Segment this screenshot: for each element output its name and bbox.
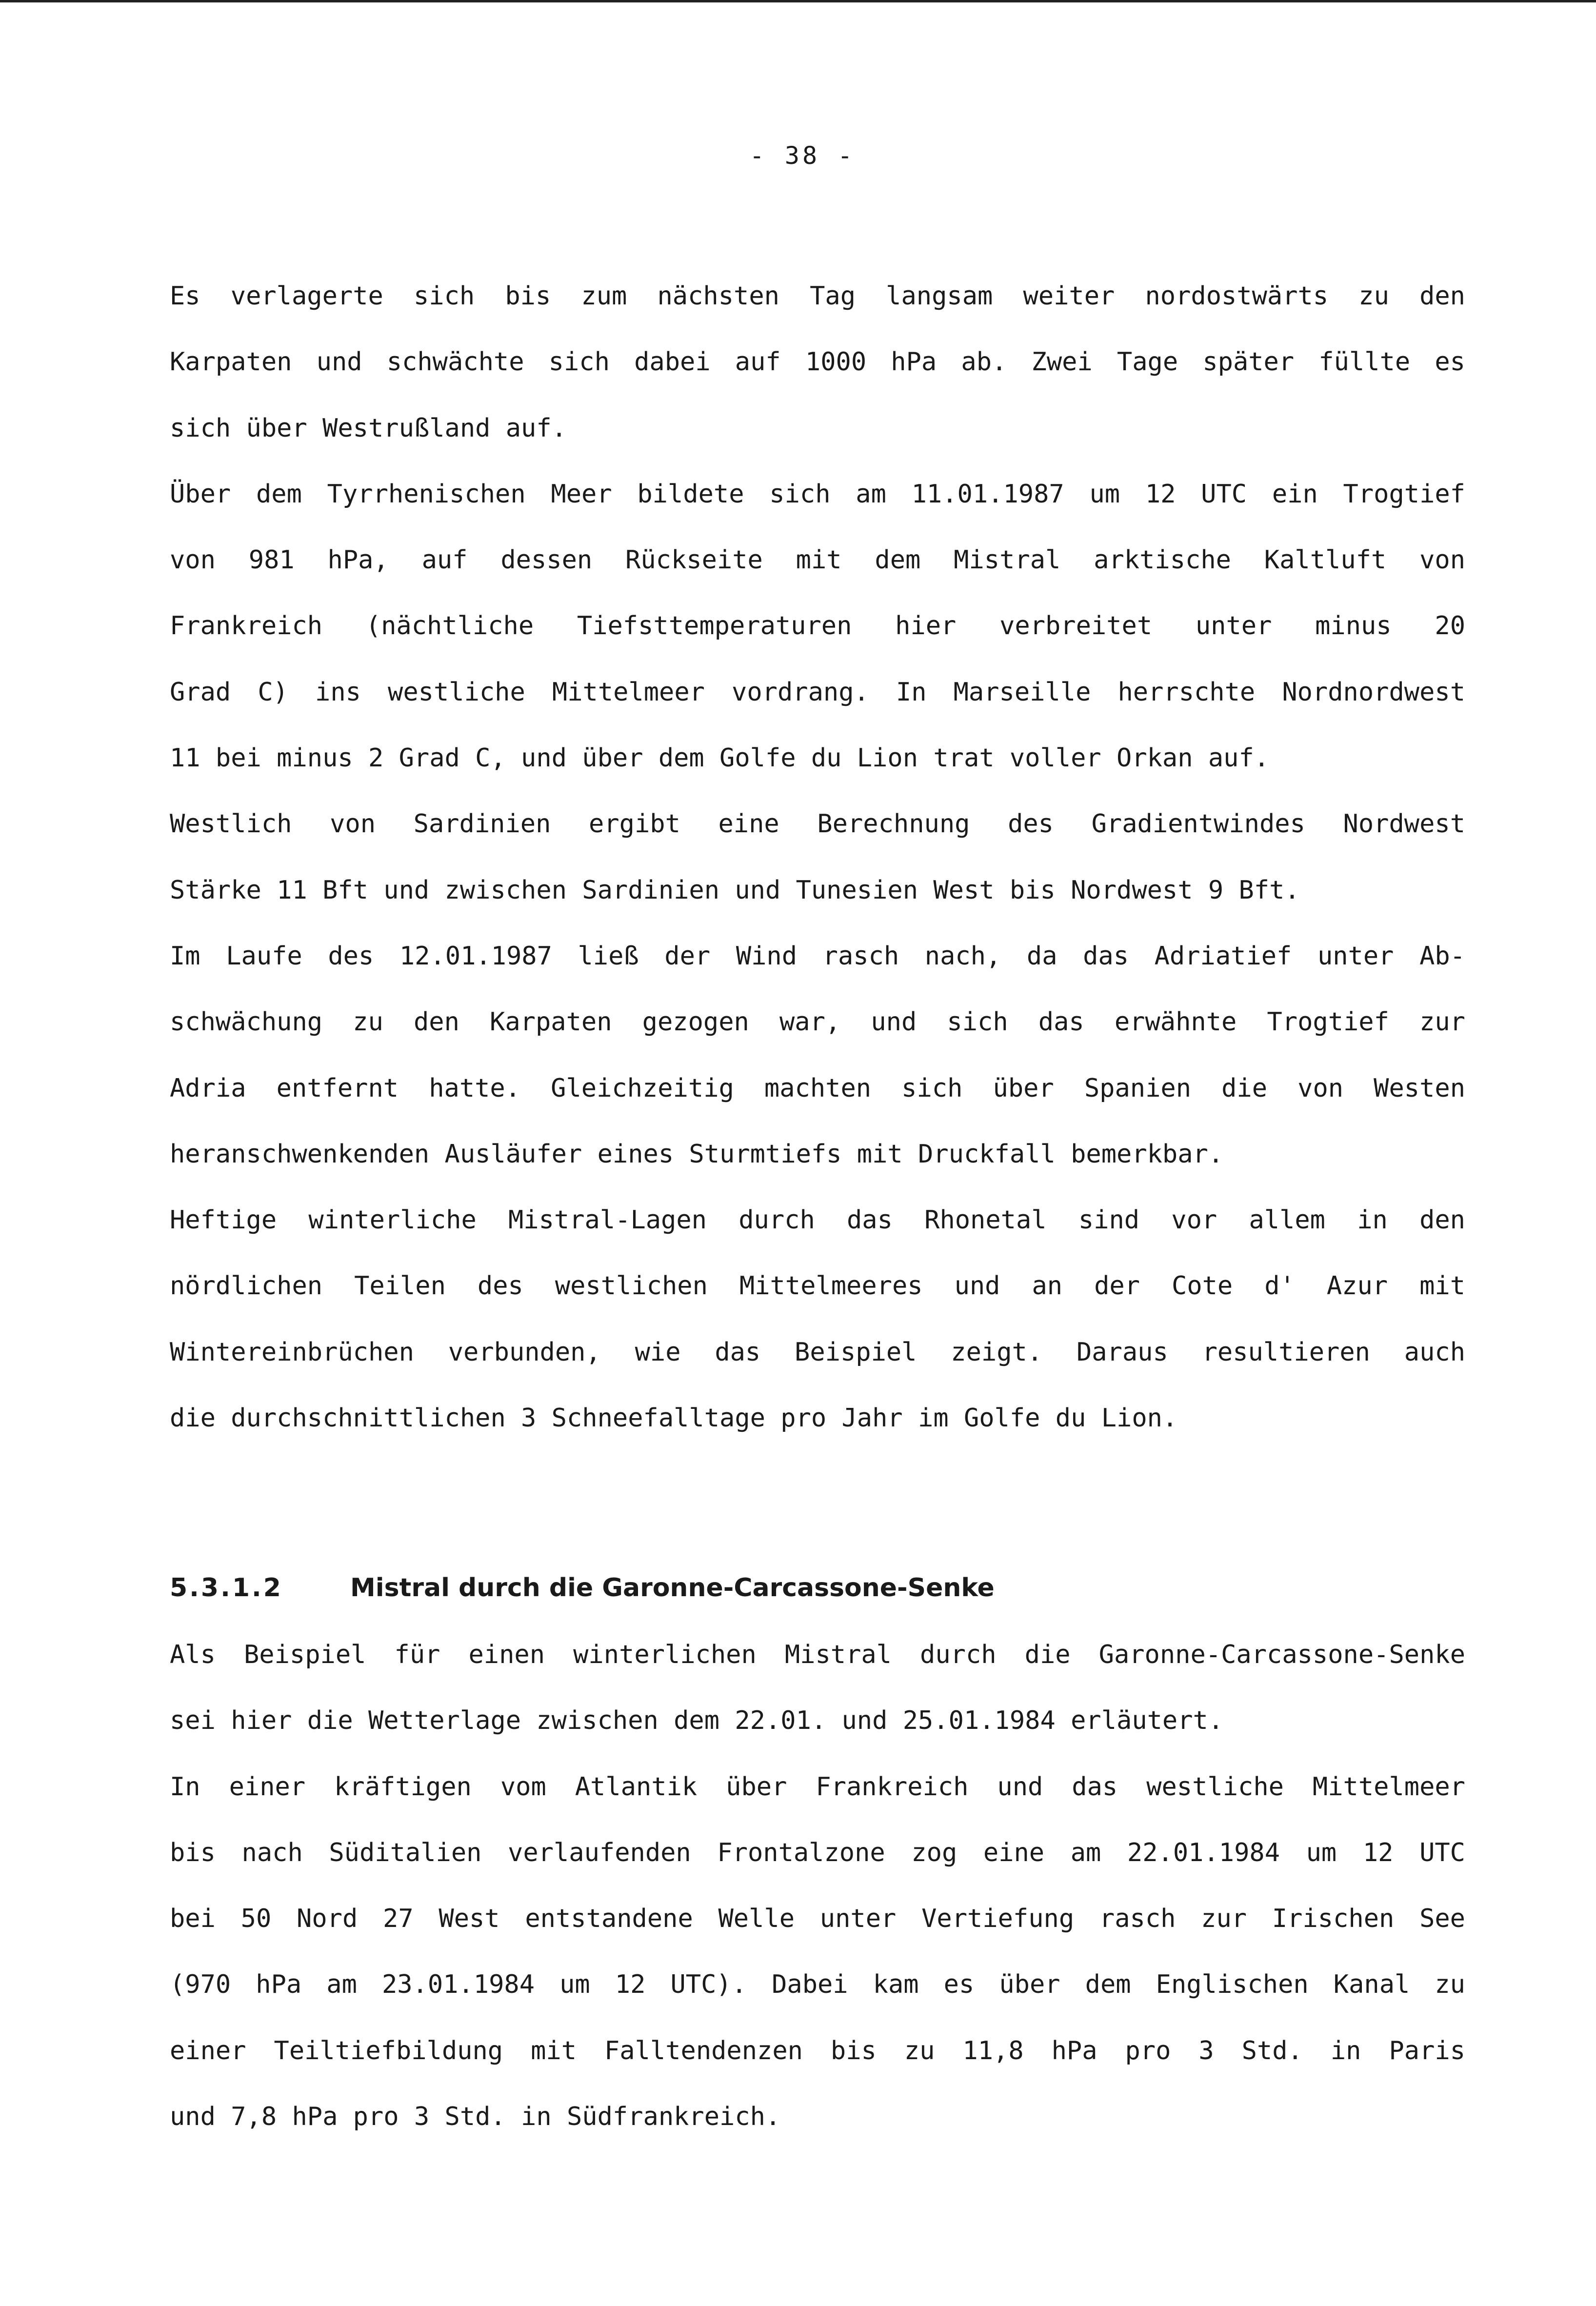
text-line: (970 hPa am 23.01.1984 um 12 UTC). Dabei kam es über dem Englischen Kanal zu — [170, 1970, 1465, 2000]
body-text-block-1 — [170, 263, 1465, 1451]
text-line: nördlichen Teilen des westlichen Mittelmeeres und an der Cote d' Azur mit — [170, 1271, 1465, 1301]
text-line: Im Laufe des 12.01.1987 ließ der Wind rasch nach, da das Adriatief unter Ab- — [170, 941, 1465, 971]
text-line: Es verlagerte sich bis zum nächsten Tag langsam weiter nordostwärts zu den — [170, 281, 1465, 311]
text-line: Karpaten und schwächte sich dabei auf 1000 hPa ab. Zwei Tage später füllte es — [170, 347, 1465, 377]
section-number: 5.3.1.2 — [170, 1573, 283, 1603]
text-line: von 981 hPa, auf dessen Rückseite mit dem Mistral arktische Kaltluft von — [170, 545, 1465, 575]
text-line: und 7,8 hPa pro 3 Std. in Südfrankreich. — [170, 2102, 781, 2132]
text-line: sei hier die Wetterlage zwischen dem 22.01. und 25.01.1984 erläutert. — [170, 1706, 1224, 1736]
text-line: einer Teiltiefbildung mit Falltendenzen bis zu 11,8 hPa pro 3 Std. in Paris — [170, 2036, 1465, 2065]
text-line: Stärke 11 Bft und zwischen Sardinien und Tunesien West bis Nordwest 9 Bft. — [170, 875, 1300, 905]
text-line: Adria entfernt hatte. Gleichzeitig machten sich über Spanien die von Westen — [170, 1073, 1465, 1103]
text-line: die durchschnittlichen 3 Schneefalltage pro Jahr im Golfe du Lion. — [170, 1404, 1178, 1433]
page-number: - 38 - — [749, 141, 856, 170]
text-line: Heftige winterliche Mistral-Lagen durch das Rhonetal sind vor allem in den — [170, 1205, 1465, 1235]
text-line: Westlich von Sardinien ergibt eine Berechnung des Gradientwindes Nordwest — [170, 809, 1465, 839]
text-line: Frankreich (nächtliche Tiefsttemperaturen hier verbreitet unter minus 20 — [170, 611, 1465, 641]
section-title: Mistral durch die Garonne-Carcassone-Senke — [350, 1573, 995, 1603]
text-line: heranschwenkenden Ausläufer eines Sturmtiefs mit Druckfall bemerkbar. — [170, 1139, 1224, 1169]
body-text-block-2 — [170, 1622, 1465, 2150]
text-line: bei 50 Nord 27 West entstandene Welle unter Vertiefung rasch zur Irischen See — [170, 1904, 1465, 1934]
text-line: 11 bei minus 2 Grad C, und über dem Golfe du Lion trat voller Orkan auf. — [170, 743, 1270, 773]
text-line: Grad C) ins westliche Mittelmeer vordrang. In Marseille herrschte Nordnordwest — [170, 677, 1465, 707]
text-line: Wintereinbrüchen verbunden, wie das Beispiel zeigt. Daraus resultieren auch — [170, 1337, 1465, 1367]
top-border-rule — [0, 0, 1596, 2]
text-line: sich über Westrußland auf. — [170, 413, 567, 443]
text-line: bis nach Süditalien verlaufenden Frontalzone zog eine am 22.01.1984 um 12 UTC — [170, 1838, 1465, 1867]
text-line: Als Beispiel für einen winterlichen Mistral durch die Garonne-Carcassone-Senke — [170, 1640, 1465, 1669]
section-heading — [170, 1561, 995, 1615]
text-line: schwächung zu den Karpaten gezogen war, und sich das erwähnte Trogtief zur — [170, 1007, 1465, 1037]
text-line: In einer kräftigen vom Atlantik über Frankreich und das westliche Mittelmeer — [170, 1772, 1465, 1802]
text-line: Über dem Tyrrhenischen Meer bildete sich am 11.01.1987 um 12 UTC ein Trogtief — [170, 479, 1465, 509]
